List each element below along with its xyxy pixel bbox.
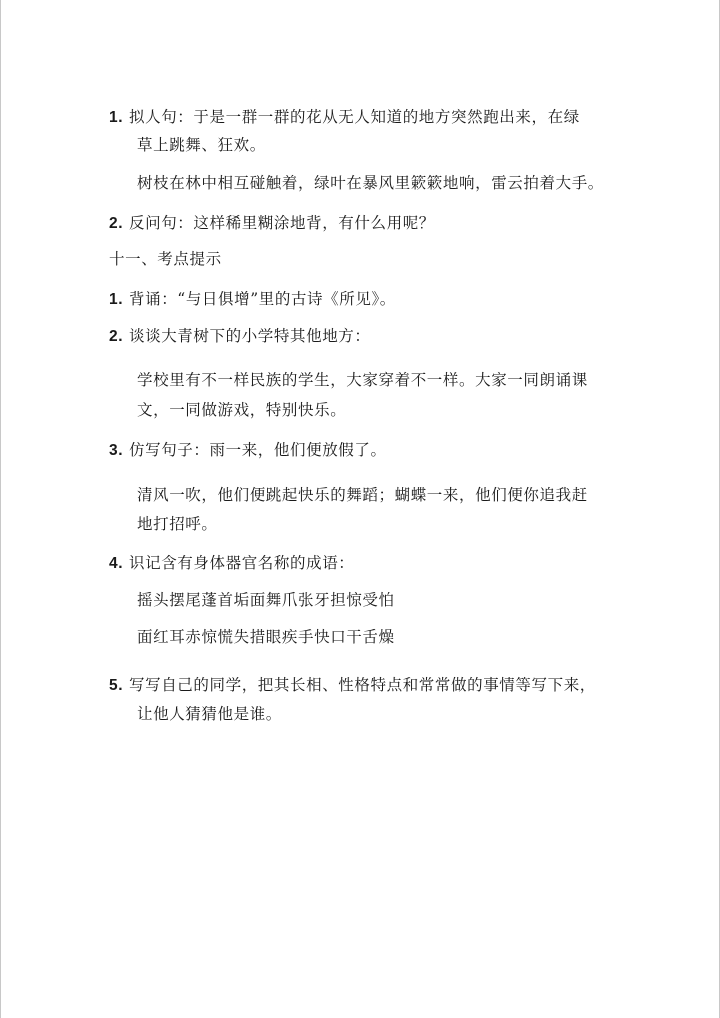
item-text: 面红耳赤惊慌失措眼疾手快口干舌燥 [137,628,395,646]
item-text: 地打招呼。 [137,515,218,533]
item-number: 3. [109,442,124,459]
point-2-answer-line-1 [137,370,588,390]
item-text: 学校里有不一样民族的学生，大家穿着不一样。大家一同朗诵课 [137,371,588,389]
item-text: 写写自己的同学，把其长相、性格特点和常常做的事情等写下来， [129,676,596,694]
item-text: 摇头摆尾蓬首垢面舞爪张牙担惊受怕 [137,591,395,609]
item-number: 4. [109,555,124,572]
item-number: 1. [109,291,124,308]
item-text: 让他人猜猜他是谁。 [137,705,282,723]
point-3-answer-line-2 [137,514,218,534]
item-text: 树枝在林中相互碰触着，绿叶在暴风里簌簌地响，雷云拍着大手。 [137,174,604,192]
item-text: 背诵：“与日俱增”里的古诗《所见》。 [129,290,396,308]
item-number: 2. [109,215,124,232]
item-2 [109,213,435,234]
item-number: 1. [109,109,124,126]
item-number: 2. [109,328,124,345]
item-text: 识记含有身体器官名称的成语： [129,554,355,572]
point-5-line-2 [137,704,282,724]
item-1-line-1 [109,107,580,128]
point-3 [109,440,387,461]
item-text: 拟人句：于是一群一群的花从无人知道的地方突然跑出来，在绿 [129,108,580,126]
item-text: 谈谈大青树下的小学特其他地方： [129,327,371,345]
section-heading [109,249,222,269]
item-number: 5. [109,677,124,694]
point-3-answer-line-1 [137,485,588,505]
point-5-line-1 [109,675,596,696]
idiom-row-2 [137,627,395,647]
idiom-row-1 [137,590,395,610]
point-1 [109,289,396,310]
point-2 [109,326,371,347]
point-2-answer-line-2 [137,400,346,420]
item-text: 反问句：这样稀里糊涂地背，有什么用呢？ [129,214,435,232]
example-sentence [137,173,604,193]
point-4 [109,553,354,574]
item-1-line-2 [137,135,266,155]
item-text: 草上跳舞、狂欢。 [137,136,266,154]
item-text: 文，一同做游戏，特别快乐。 [137,401,347,419]
heading-text: 十一、考点提示 [109,250,222,268]
item-text: 仿写句子：雨一来，他们便放假了。 [129,441,387,459]
item-text: 清风一吹，他们便跳起快乐的舞蹈；蝴蝶一来，他们便你追我赶 [137,486,588,504]
